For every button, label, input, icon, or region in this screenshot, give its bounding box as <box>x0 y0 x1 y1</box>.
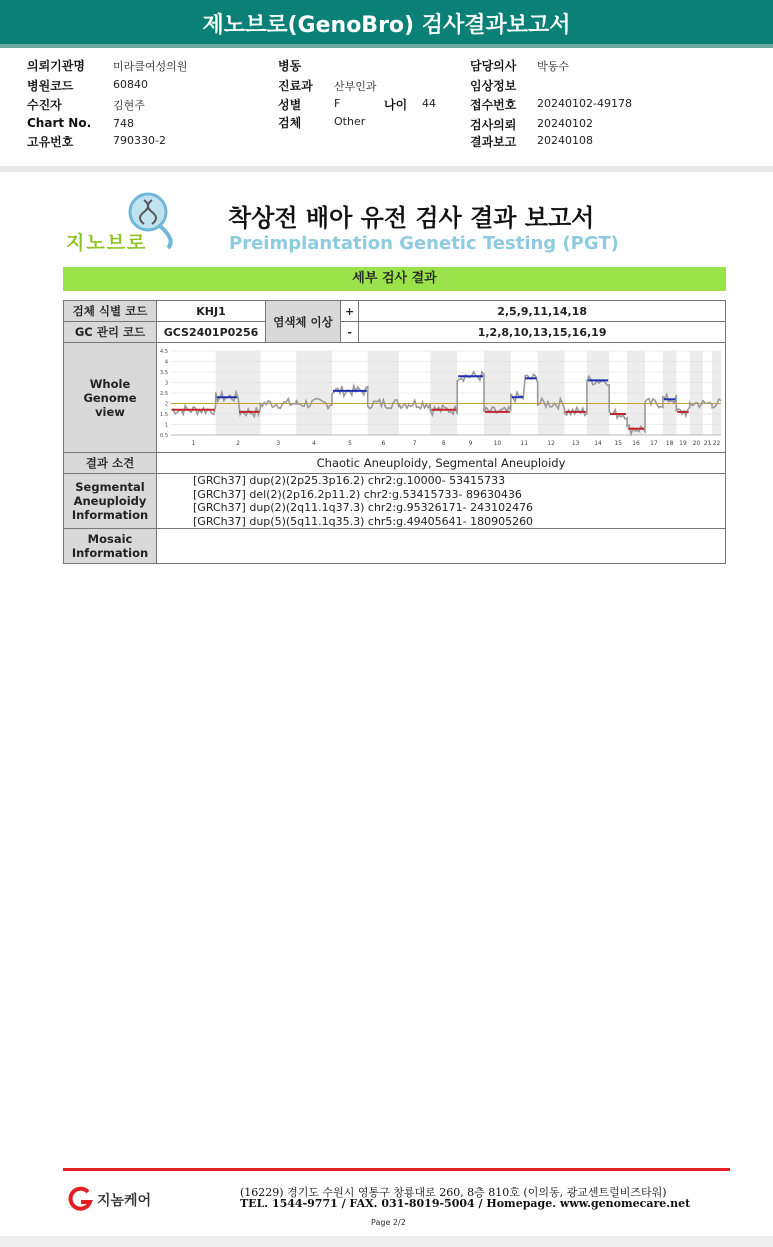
ward-label: 병동 <box>278 59 302 73</box>
chromosome-tick-label: 18 <box>665 440 674 447</box>
hospital-code-value: 60840 <box>113 78 148 91</box>
chromosome-tick-label: 8 <box>441 440 446 447</box>
report-header-title: 제노브로(GenoBro) 검사결과보고서 <box>0 0 773 48</box>
chromosome-tick-label: 20 <box>692 440 701 447</box>
specimen-code-label: 검체 식별 코드 <box>64 301 157 322</box>
segmental-line: [GRCh37] dup(2)(2p25.3p16.2) chr2:g.10000- 53415733 <box>193 474 506 487</box>
report-title-en: Preimplantation Genetic Testing (PGT) <box>229 233 619 254</box>
chromosome-tick-label: 22 <box>712 440 721 447</box>
receipt-no-label: 접수번호 <box>470 98 517 112</box>
segmental-line: [GRCh37] del(2)(2p16.2p11.2) chr2:g.53415733- 89630436 <box>193 487 522 501</box>
segmental-line: [GRCh37] dup(5)(5q11.1q35.3) chr5:g.49405641- 180905260 <box>193 514 534 528</box>
segmental-line: [GRCh37] dup(2)(2q11.1q37.3) chr2:g.95326171- 243102476 <box>193 501 534 514</box>
unique-no-label: 고유번호 <box>27 135 74 149</box>
chromosome-tick-label: 10 <box>493 440 502 447</box>
plus-chromosomes: 2,5,9,11,14,18 <box>359 301 726 322</box>
unique-no-value: 790330-2 <box>113 134 166 147</box>
chromosome-tick-label: 14 <box>594 440 602 447</box>
chromosome-tick-label: 7 <box>412 440 417 447</box>
sex-label: 성별 <box>278 98 302 112</box>
y-tick-label: 1 <box>164 422 168 429</box>
footer-divider <box>63 1168 730 1171</box>
patient-label: 수진자 <box>27 98 62 112</box>
chromosome-tick-label: 16 <box>632 440 640 447</box>
chromosome-tick-label: 4 <box>312 440 317 447</box>
genobro-logo-text: 지노브로 <box>66 232 148 254</box>
request-date-label: 검사의뢰 <box>470 118 517 132</box>
patient-info-panel <box>0 52 773 167</box>
footer-contact: TEL. 1544-9771 / FAX. 031-8019-5004 / Homepage. www.genomecare.net <box>240 1197 691 1210</box>
chromosome-tick-label: 15 <box>614 440 622 447</box>
mosaic-label <box>64 529 157 564</box>
y-tick-label: 0.5 <box>160 433 168 439</box>
chromosome-tick-label: 13 <box>571 440 580 447</box>
genomecare-logo-icon <box>68 1186 94 1212</box>
bottom-strip <box>0 1236 773 1247</box>
segmental-label <box>64 474 157 529</box>
chromosome-tick-label: 19 <box>679 440 687 447</box>
y-tick-label: 2 <box>164 401 168 408</box>
plus-sign: + <box>341 301 359 322</box>
gc-code-value: GCS2401P0256 <box>157 322 266 343</box>
result-table <box>63 300 726 564</box>
y-tick-label: 3 <box>164 380 168 387</box>
mosaic-label-1: Mosaic <box>87 532 133 546</box>
result-value: Chaotic Aneuploidy, Segmental Aneuploidy <box>157 453 726 474</box>
chromosome-tick-label: 3 <box>276 440 281 447</box>
chromosome-tick-label: 21 <box>703 440 712 447</box>
y-tick-label: 4.5 <box>160 349 168 355</box>
mosaic-label-2: Information <box>71 546 149 560</box>
institution-label: 의뢰기관명 <box>27 59 85 73</box>
genome-view-label-1: Whole <box>89 376 131 391</box>
section-title: 세부 검사 결과 <box>63 267 726 291</box>
genomecare-logo-text: 지놈케어 <box>97 1193 152 1209</box>
footer-address: (16229) 경기도 수원시 영통구 창룡대로 260, 8층 810호 (이의동, 광교센트럴비즈타워) <box>240 1186 667 1199</box>
dept-label: 진료과 <box>278 79 313 93</box>
institution-value: 미라클여성의원 <box>113 60 188 73</box>
doctor-value: 박동수 <box>537 60 569 73</box>
whole-genome-plot <box>157 343 725 449</box>
segmental-label-3: Information <box>71 508 149 522</box>
request-date-value: 20240102 <box>537 117 593 130</box>
clinical-info-label: 임상정보 <box>470 79 517 93</box>
specimen-label: 검체 <box>278 116 302 130</box>
result-label: 결과 소견 <box>64 453 157 474</box>
doctor-label: 담당의사 <box>470 59 517 73</box>
segmental-label-1: Segmental <box>75 480 145 494</box>
genome-view-label <box>64 343 157 453</box>
chromosome-tick-label: 9 <box>468 440 473 447</box>
chart-no-label: Chart No. <box>27 116 92 130</box>
minus-chromosomes: 1,2,8,10,13,15,16,19 <box>359 322 726 343</box>
age-label: 나이 <box>384 98 408 112</box>
genome-view-cell <box>157 343 726 453</box>
specimen-code-value: KHJ1 <box>157 301 266 322</box>
chromosome-tick-label: 5 <box>347 440 352 447</box>
gc-code-label: GC 관리 코드 <box>64 322 157 343</box>
mosaic-value <box>157 529 726 564</box>
chromosome-tick-label: 11 <box>520 440 529 447</box>
hospital-code-label: 병원코드 <box>27 79 74 93</box>
separator-bar <box>0 166 773 172</box>
chart-no-value: 748 <box>113 117 134 130</box>
sex-value: F <box>334 97 341 110</box>
y-tick-label: 1.5 <box>160 412 168 418</box>
receipt-no-value: 20240102-49178 <box>537 97 632 110</box>
segmental-label-2: Aneuploidy <box>73 494 147 508</box>
age-value: 44 <box>422 97 436 110</box>
chromosome-tick-label: 1 <box>191 440 196 447</box>
report-date-value: 20240108 <box>537 134 593 147</box>
chromosome-tick-label: 2 <box>236 440 240 447</box>
chromosome-tick-label: 6 <box>381 440 386 447</box>
genome-view-label-2: Genome <box>83 390 137 405</box>
y-tick-label: 4 <box>164 359 168 366</box>
dept-value: 산부인과 <box>334 80 377 93</box>
segmental-info <box>157 474 726 529</box>
report-date-label: 결과보고 <box>470 135 517 149</box>
genome-view-label-3: view <box>95 404 125 419</box>
y-tick-label: 3.5 <box>160 370 168 376</box>
y-tick-label: 2.5 <box>160 391 168 397</box>
patient-value: 김현주 <box>113 99 145 112</box>
page-number: Page 2/2 <box>371 1218 406 1227</box>
chromosome-tick-label: 12 <box>547 440 555 447</box>
chromosome-tick-label: 17 <box>650 440 658 447</box>
report-title-ko: 착상전 배아 유전 검사 결과 보고서 <box>228 204 595 232</box>
abnormality-label: 염색체 이상 <box>266 301 341 343</box>
specimen-value: Other <box>334 115 366 128</box>
minus-sign: - <box>341 322 359 343</box>
